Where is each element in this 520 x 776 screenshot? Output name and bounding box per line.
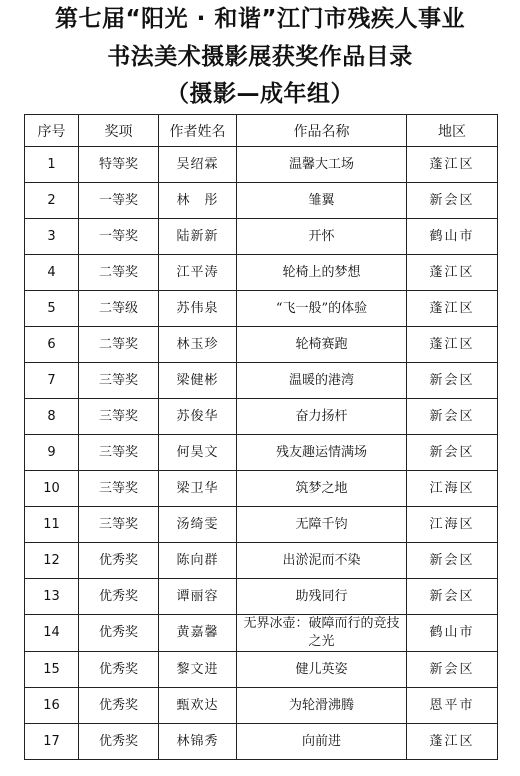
- cell-region: 蓬江区: [407, 255, 498, 291]
- cell-work-title: 轮椅上的梦想: [237, 255, 407, 291]
- cell-author: 黎文进: [159, 652, 237, 688]
- table-row: [25, 147, 498, 183]
- table-row: [25, 652, 498, 688]
- cell-award: 优秀奖: [79, 652, 159, 688]
- cell-region: 蓬江区: [407, 327, 498, 363]
- table-row: [25, 724, 498, 760]
- cell-number: 16: [25, 688, 79, 724]
- cell-work-title: 无障千钧: [237, 507, 407, 543]
- cell-region: 新会区: [407, 363, 498, 399]
- awards-table: [24, 114, 498, 760]
- cell-author: 林 彤: [159, 183, 237, 219]
- cell-award: 优秀奖: [79, 579, 159, 615]
- header-award: 奖项: [79, 115, 159, 147]
- cell-award: 三等奖: [79, 399, 159, 435]
- cell-region: 新会区: [407, 399, 498, 435]
- cell-work-title: 无界冰壶：破障而行的竞技之光: [237, 615, 407, 652]
- table-row: [25, 183, 498, 219]
- cell-author: 苏俊华: [159, 399, 237, 435]
- cell-author: 陆新新: [159, 219, 237, 255]
- cell-author: 甄欢达: [159, 688, 237, 724]
- cell-award: 优秀奖: [79, 724, 159, 760]
- title-line-3: （摄影—成年组）: [166, 81, 354, 107]
- cell-number: 14: [25, 615, 79, 652]
- table-row: [25, 471, 498, 507]
- header-work: 作品名称: [237, 115, 407, 147]
- cell-work-title: 奋力扬杆: [237, 399, 407, 435]
- cell-region: 恩平市: [407, 688, 498, 724]
- cell-number: 2: [25, 183, 79, 219]
- table-row: [25, 399, 498, 435]
- cell-number: 5: [25, 291, 79, 327]
- cell-region: 新会区: [407, 435, 498, 471]
- cell-number: 8: [25, 399, 79, 435]
- cell-work-title: 出淤泥而不染: [237, 543, 407, 579]
- cell-work-title: 温馨大工场: [237, 147, 407, 183]
- cell-number: 15: [25, 652, 79, 688]
- cell-author: 汤绮雯: [159, 507, 237, 543]
- cell-region: 鹤山市: [407, 615, 498, 652]
- header-number: 序号: [25, 115, 79, 147]
- cell-award: 二等奖: [79, 255, 159, 291]
- cell-work-title: 健儿英姿: [237, 652, 407, 688]
- cell-number: 3: [25, 219, 79, 255]
- cell-award: 优秀奖: [79, 543, 159, 579]
- cell-award: 一等奖: [79, 183, 159, 219]
- cell-region: 新会区: [407, 543, 498, 579]
- cell-award: 优秀奖: [79, 688, 159, 724]
- cell-number: 7: [25, 363, 79, 399]
- cell-region: 江海区: [407, 507, 498, 543]
- cell-award: 优秀奖: [79, 615, 159, 652]
- table-row: [25, 255, 498, 291]
- cell-region: 蓬江区: [407, 724, 498, 760]
- cell-region: 新会区: [407, 183, 498, 219]
- cell-award: 三等奖: [79, 507, 159, 543]
- cell-author: 陈向群: [159, 543, 237, 579]
- cell-award: 三等奖: [79, 363, 159, 399]
- table-row: [25, 291, 498, 327]
- cell-author: 谭丽容: [159, 579, 237, 615]
- table-row: [25, 363, 498, 399]
- table-body: [25, 147, 498, 760]
- cell-number: 17: [25, 724, 79, 760]
- cell-award: 三等奖: [79, 471, 159, 507]
- cell-award: 一等奖: [79, 219, 159, 255]
- title-line-1: 第七届“阳光 · 和谐”江门市残疾人事业: [55, 6, 465, 32]
- table-row: [25, 435, 498, 471]
- cell-award: 二等奖: [79, 327, 159, 363]
- cell-work-title: 温暖的港湾: [237, 363, 407, 399]
- title-line-2: 书法美术摄影展获奖作品目录: [107, 44, 413, 70]
- cell-work-title: 残友趣运情满场: [237, 435, 407, 471]
- cell-region: 蓬江区: [407, 291, 498, 327]
- cell-work-title: 为轮滑沸腾: [237, 688, 407, 724]
- cell-work-title: 轮椅赛跑: [237, 327, 407, 363]
- table-row: [25, 543, 498, 579]
- cell-author: 吴绍霖: [159, 147, 237, 183]
- table-row: [25, 219, 498, 255]
- cell-work-title: 助残同行: [237, 579, 407, 615]
- table-row: [25, 579, 498, 615]
- cell-work-title: 筑梦之地: [237, 471, 407, 507]
- table-row: [25, 688, 498, 724]
- cell-region: 新会区: [407, 579, 498, 615]
- cell-author: 林玉珍: [159, 327, 237, 363]
- cell-author: 梁健彬: [159, 363, 237, 399]
- cell-author: 黄嘉馨: [159, 615, 237, 652]
- cell-work-title: 雏翼: [237, 183, 407, 219]
- table-row: [25, 615, 498, 652]
- cell-number: 10: [25, 471, 79, 507]
- cell-author: 何昊文: [159, 435, 237, 471]
- cell-region: 蓬江区: [407, 147, 498, 183]
- cell-author: 林锦秀: [159, 724, 237, 760]
- cell-work-title: “飞一般”的体验: [237, 291, 407, 327]
- cell-work-title: 向前进: [237, 724, 407, 760]
- cell-region: 江海区: [407, 471, 498, 507]
- cell-number: 11: [25, 507, 79, 543]
- cell-work-title: 开怀: [237, 219, 407, 255]
- table-row: [25, 507, 498, 543]
- header-region: 地区: [407, 115, 498, 147]
- cell-author: 苏伟泉: [159, 291, 237, 327]
- cell-author: 梁卫华: [159, 471, 237, 507]
- cell-region: 新会区: [407, 652, 498, 688]
- cell-author: 江平涛: [159, 255, 237, 291]
- cell-number: 4: [25, 255, 79, 291]
- cell-number: 6: [25, 327, 79, 363]
- cell-award: 二等级: [79, 291, 159, 327]
- table-header-row: [25, 115, 498, 147]
- cell-award: 三等奖: [79, 435, 159, 471]
- table-row: [25, 327, 498, 363]
- header-author: 作者姓名: [159, 115, 237, 147]
- cell-number: 12: [25, 543, 79, 579]
- cell-region: 鹤山市: [407, 219, 498, 255]
- cell-number: 13: [25, 579, 79, 615]
- cell-number: 1: [25, 147, 79, 183]
- cell-number: 9: [25, 435, 79, 471]
- cell-award: 特等奖: [79, 147, 159, 183]
